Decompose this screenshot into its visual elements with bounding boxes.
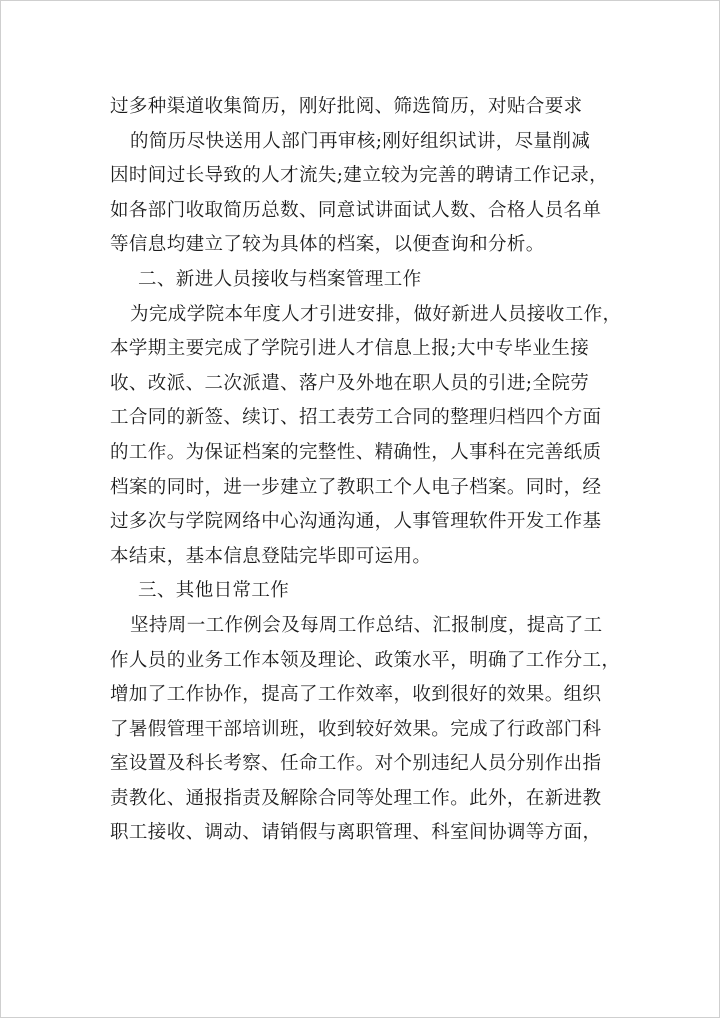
text-line: 作人员的业务工作本领及理论、政策水平，明确了工作分工， xyxy=(110,649,621,671)
text-line: 责教化、通报指责及解除合同等处理工作。此外，在新进教 xyxy=(110,787,602,809)
text-line: 收、改派、二次派遣、落户及外地在职人员的引进;全院劳 xyxy=(110,372,590,394)
document-body xyxy=(110,90,622,851)
text-line: 过多次与学院网络中心沟通沟通，人事管理软件开发工作基 xyxy=(110,511,602,533)
text-line: 为完成学院本年度人才引进安排，做好新进人员接收工作， xyxy=(130,303,622,325)
text-line: 室设置及科长考察、任命工作。对个别违纪人员分别作出指 xyxy=(110,753,602,775)
text-line: 本学期主要完成了学院引进人才信息上报;大中专毕业生接 xyxy=(110,338,590,360)
text-line: 增加了工作协作，提高了工作效率，收到很好的效果。组织 xyxy=(110,684,602,706)
text-line: 的工作。为保证档案的完整性、精确性，人事科在完善纸质 xyxy=(110,441,602,463)
text-line: 的简历尽快送用人部门再审核;刚好组织试讲，尽量削减 xyxy=(130,130,591,152)
text-line: 档案的同时，进一步建立了教职工个人电子档案。同时，经 xyxy=(110,476,602,498)
text-line: 本结束，基本信息登陆完毕即可运用。 xyxy=(110,545,432,567)
text-line: 坚持周一工作例会及每周工作总结、汇报制度，提高了工 xyxy=(130,614,603,636)
text-line: 过多种渠道收集简历，刚好批阅、筛选简历，对贴合要求 xyxy=(110,96,583,117)
text-line: 等信息均建立了较为具体的档案，以便查询和分析。 xyxy=(110,234,545,256)
text-line: 职工接收、调动、请销假与离职管理、科室间协调等方面， xyxy=(110,822,602,844)
text-line: 如各部门收取简历总数、同意试讲面试人数、合格人员名单 xyxy=(110,199,602,221)
text-line: 因时间过长导致的人才流失;建立较为完善的聘请工作记录， xyxy=(110,165,609,187)
text-line: 了暑假管理干部培训班，收到较好效果。完成了行政部门科 xyxy=(110,718,602,740)
section-heading: 三、其他日常工作 xyxy=(138,580,290,602)
section-heading: 二、新进人员接收与档案管理工作 xyxy=(138,268,422,290)
text-line: 工合同的新签、续订、招工表劳工合同的整理归档四个方面 xyxy=(110,407,602,429)
